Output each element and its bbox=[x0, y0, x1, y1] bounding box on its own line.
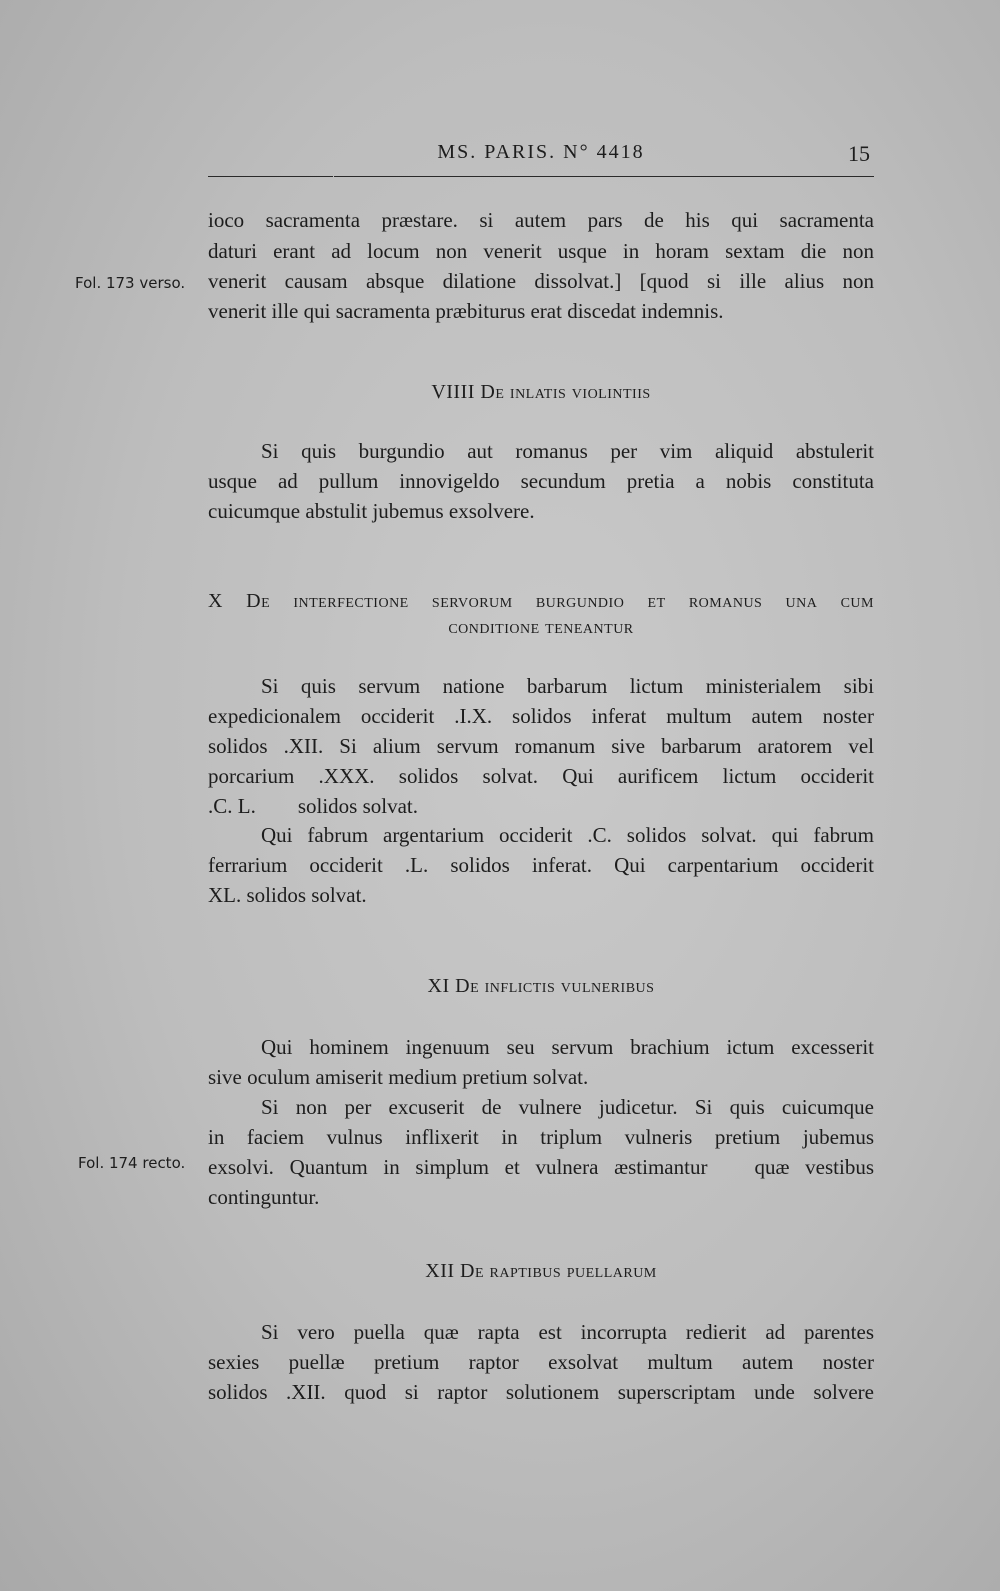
running-header bbox=[208, 141, 874, 177]
header-rule-right bbox=[334, 176, 874, 177]
text-line: exsolvi. Quantum in simplum et vulnera æstimantur quæ vestibus bbox=[208, 1155, 874, 1179]
text-line: porcarium .XXX. solidos solvat. Qui aurificem lictum occiderit bbox=[208, 764, 874, 788]
text-line: in faciem vulnus inflixerit in triplum vulneris pretium jubemus bbox=[208, 1125, 874, 1149]
header-rule-left bbox=[208, 176, 333, 177]
section-heading: conditione teneantur bbox=[448, 616, 634, 638]
text-line: XL. solidos solvat. bbox=[208, 883, 367, 907]
text-line: cuicumque abstulit jubemus exsolvere. bbox=[208, 499, 535, 523]
margin-note: Fol. 174 recto. bbox=[78, 1154, 186, 1172]
text-line: venerit ille qui sacramenta præbiturus erat discedat indemnis. bbox=[208, 299, 724, 323]
text-line: usque ad pullum innovigeldo secundum pretia a nobis constituta bbox=[208, 469, 874, 493]
text-line: .C. L. solidos solvat. bbox=[208, 794, 419, 818]
section-heading: XII De raptibus puellarum bbox=[425, 1260, 657, 1282]
text-line: Si non per excuserit de vulnere judicetur. Si quis cuicumque bbox=[261, 1095, 874, 1119]
text-line: sexies puellæ pretium raptor exsolvat multum autem noster bbox=[208, 1350, 874, 1374]
text-line: Si vero puella quæ rapta est incorrupta redierit ad parentes bbox=[261, 1320, 874, 1344]
section-heading: XI De inflictis vulneribus bbox=[427, 975, 655, 997]
text-line: ferrarium occiderit .L. solidos inferat. Qui carpentarium occiderit bbox=[208, 853, 874, 877]
text-line: ioco sacramenta præstare. si autem pars de his qui sacramenta bbox=[208, 208, 874, 232]
section-heading: X De interfectione servorum burgundio et romanus una cum bbox=[208, 590, 874, 612]
text-line: Qui hominem ingenuum seu servum brachium ictum excesserit bbox=[261, 1035, 874, 1059]
header-title: MS. PARIS. N° 4418 bbox=[437, 141, 645, 163]
text-line: expedicionalem occiderit .I.X. solidos inferat multum autem noster bbox=[208, 704, 874, 728]
section-heading: VIIII De inlatis violintiis bbox=[431, 381, 651, 403]
text-line: solidos .XII. Si alium servum romanum sive barbarum aratorem vel bbox=[208, 734, 874, 758]
text-line: solidos .XII. quod si raptor solutionem superscriptam unde solvere bbox=[208, 1380, 874, 1404]
text-line: Qui fabrum argentarium occiderit .C. solidos solvat. qui fabrum bbox=[261, 823, 874, 847]
text-line: sive oculum amiserit medium pretium solvat. bbox=[208, 1065, 589, 1089]
text-line: continguntur. bbox=[208, 1185, 320, 1209]
margin-note: Fol. 173 verso. bbox=[75, 274, 186, 292]
text-line: daturi erant ad locum non venerit usque in horam sextam die non bbox=[208, 239, 874, 263]
text-line: Si quis burgundio aut romanus per vim aliquid abstulerit bbox=[261, 439, 874, 463]
text-line: Si quis servum natione barbarum lictum ministerialem sibi bbox=[261, 674, 874, 698]
text-line: venerit causam absque dilatione dissolvat.] [quod si ille alius non bbox=[208, 269, 874, 293]
page-number: 15 bbox=[848, 141, 870, 166]
